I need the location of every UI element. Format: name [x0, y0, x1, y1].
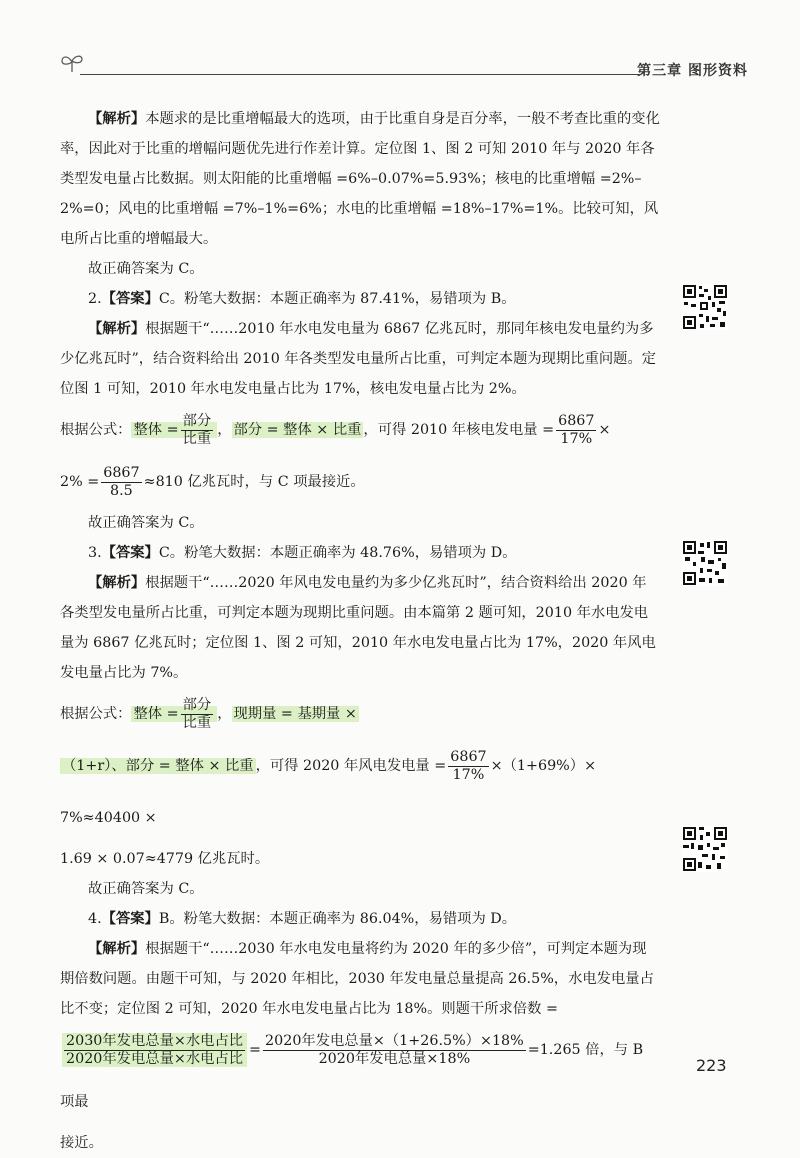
q3-analysis-text: 根据题干“……2020 年风电发电量约为多少亿兆瓦时”，结合资料给出 2020 年各类型发电量所占比重，可判定本题为现期比重问题。由本篇第 2 题可知，2010 年水电发电量为 6867 亿兆瓦时；定位图 1、图 2 可知，2010 年水电发电量占比为 17%，2020 年风电发电量占比为 7%。 [60, 575, 656, 681]
answer-label: 【答案】 [101, 911, 159, 927]
q2-analysis [60, 314, 660, 404]
question-number: 4. [88, 911, 102, 927]
numerator: 2020年发电总量×（1+26.5%）×18% [265, 1033, 524, 1050]
denominator: 17% [560, 430, 593, 447]
q1-answer: 故正确答案为 C。 [88, 261, 204, 277]
page-body [60, 104, 660, 1158]
fraction [181, 697, 214, 731]
qr-code-icon[interactable] [682, 826, 728, 872]
formula-highlight: （1+r）、部分 = 整体 × 比重 [62, 758, 254, 774]
formula-highlight: 部分 = 整体 × 比重 [233, 422, 362, 438]
formula-text: × [598, 422, 611, 438]
numerator: 6867 [558, 413, 595, 430]
question-number: 2. [88, 291, 102, 307]
formula-text: 整体 = [133, 422, 179, 438]
qr-code-icon[interactable] [682, 540, 728, 586]
fraction [556, 413, 596, 447]
question-number: 3. [88, 545, 102, 561]
numerator: 6867 [450, 749, 487, 766]
q2-calc-line [60, 456, 660, 508]
q3-answer-head [60, 538, 660, 568]
fraction [263, 1033, 526, 1067]
page-number: 223 [696, 1056, 727, 1075]
answer-label: 【答案】 [101, 545, 159, 561]
denominator: 2020年发电总量×18% [318, 1050, 471, 1067]
analysis-label: 【解析】 [88, 321, 146, 337]
q3-calc-line: 1.69 × 0.07≈4779 亿兆瓦时。 [60, 851, 270, 867]
analysis-label: 【解析】 [88, 575, 146, 591]
q1-analysis [60, 104, 660, 254]
numerator: 部分 [182, 697, 212, 714]
q2-formula-line [60, 404, 660, 456]
fraction [448, 749, 488, 783]
formula-text: ，可得 2020 年风电发电量 = [255, 758, 447, 774]
denominator: 8.5 [110, 482, 133, 499]
q3-head-text: C。粉笔大数据：本题正确率为 48.76%，易错项为 D。 [158, 545, 517, 561]
q3-formula-line-2 [60, 740, 660, 844]
denominator: 2020年发电总量×水电占比 [66, 1050, 244, 1067]
leaf-icon [60, 52, 84, 74]
fraction [181, 413, 214, 447]
q3-answer: 故正确答案为 C。 [88, 881, 204, 897]
formula-text: 整体 = [133, 706, 179, 722]
chapter-title: 第三章 图形资料 [637, 63, 748, 79]
formula-highlight [131, 697, 217, 731]
formula-highlight [131, 413, 217, 447]
q4-analysis-text: 根据题干“……2030 年水电发电量将约为 2020 年的多少倍”，可判定本题为现期倍数问题。由题干可知，与 2020 年相比，2030 年发电量总量提高 26.5%，水电发电量占比不变；定位图 2 可知，2020 年水电发电量占比为 18%。则题干所求倍数 = [60, 941, 654, 1017]
separator: ， [217, 706, 232, 722]
numerator: 部分 [182, 413, 212, 430]
formula-prefix: 根据公式： [60, 422, 132, 438]
numerator: 2030年发电总量×水电占比 [66, 1033, 244, 1050]
numerator: 6867 [103, 465, 140, 482]
fraction-highlight [62, 1033, 247, 1067]
denominator: 比重 [182, 714, 212, 731]
answer-label: 【答案】 [101, 291, 159, 307]
q3-formula-line [60, 688, 660, 740]
qr-code-icon[interactable] [682, 284, 728, 330]
q2-answer-head [60, 284, 660, 314]
formula-prefix: 根据公式： [60, 706, 132, 722]
q4-head-text: B。粉笔大数据：本题正确率为 86.04%，易错项为 D。 [158, 911, 517, 927]
denominator: 17% [452, 766, 485, 783]
denominator: 比重 [182, 430, 212, 447]
analysis-label: 【解析】 [88, 111, 146, 127]
formula-text: = [249, 1042, 262, 1058]
formula-highlight: 现期量 = 基期量 × [233, 706, 357, 722]
q4-formula-line [60, 1024, 660, 1128]
formula-text: ，可得 2010 年核电发电量 = [363, 422, 555, 438]
formula-text: ≈810 亿兆瓦时，与 C 项最接近。 [143, 474, 365, 490]
formula-text: ×（1+69%）× 7%≈40400 × [60, 758, 597, 826]
formula-text: =1.265 倍，与 B 项最 [60, 1042, 644, 1110]
q1-analysis-text: 本题求的是比重增幅最大的选项，由于比重自身是百分率，一般不考查比重的变化率，因此对于比重的增幅问题优先进行作差计算。定位图 1、图 2 可知 2010 年与 2020 年各类型发电量占比数据。则太阳能的比重增幅 =6%–0.07%=5.93%；核电的比重增幅 =2%–2%=0；风电的比重增幅 =7%–1%=6%；水电的比重增幅 =18%–17%=1%。比较可知，风电所占比重的增幅最大。 [60, 111, 660, 247]
q2-analysis-text: 根据题干“……2010 年水电发电量为 6867 亿兆瓦时，那同年核电发电量约为多少亿兆瓦时”，结合资料给出 2010 年各类型发电量所占比重，可判定本题为现期比重问题。定位图 1 可知，2010 年水电发电量占比为 17%，核电发电量占比为 2%。 [60, 321, 657, 397]
q4-answer-head [60, 904, 660, 934]
separator: ， [217, 422, 232, 438]
fraction [101, 465, 141, 499]
q3-analysis [60, 568, 660, 688]
header-rule [80, 74, 640, 75]
page-header [58, 52, 748, 82]
q4-end: 接近。 [60, 1135, 103, 1151]
analysis-label: 【解析】 [88, 941, 146, 957]
q2-head-text: C。粉笔大数据：本题正确率为 87.41%，易错项为 B。 [158, 291, 516, 307]
formula-text: 2% = [60, 474, 100, 490]
q2-answer: 故正确答案为 C。 [88, 515, 204, 531]
q4-analysis [60, 934, 660, 1024]
